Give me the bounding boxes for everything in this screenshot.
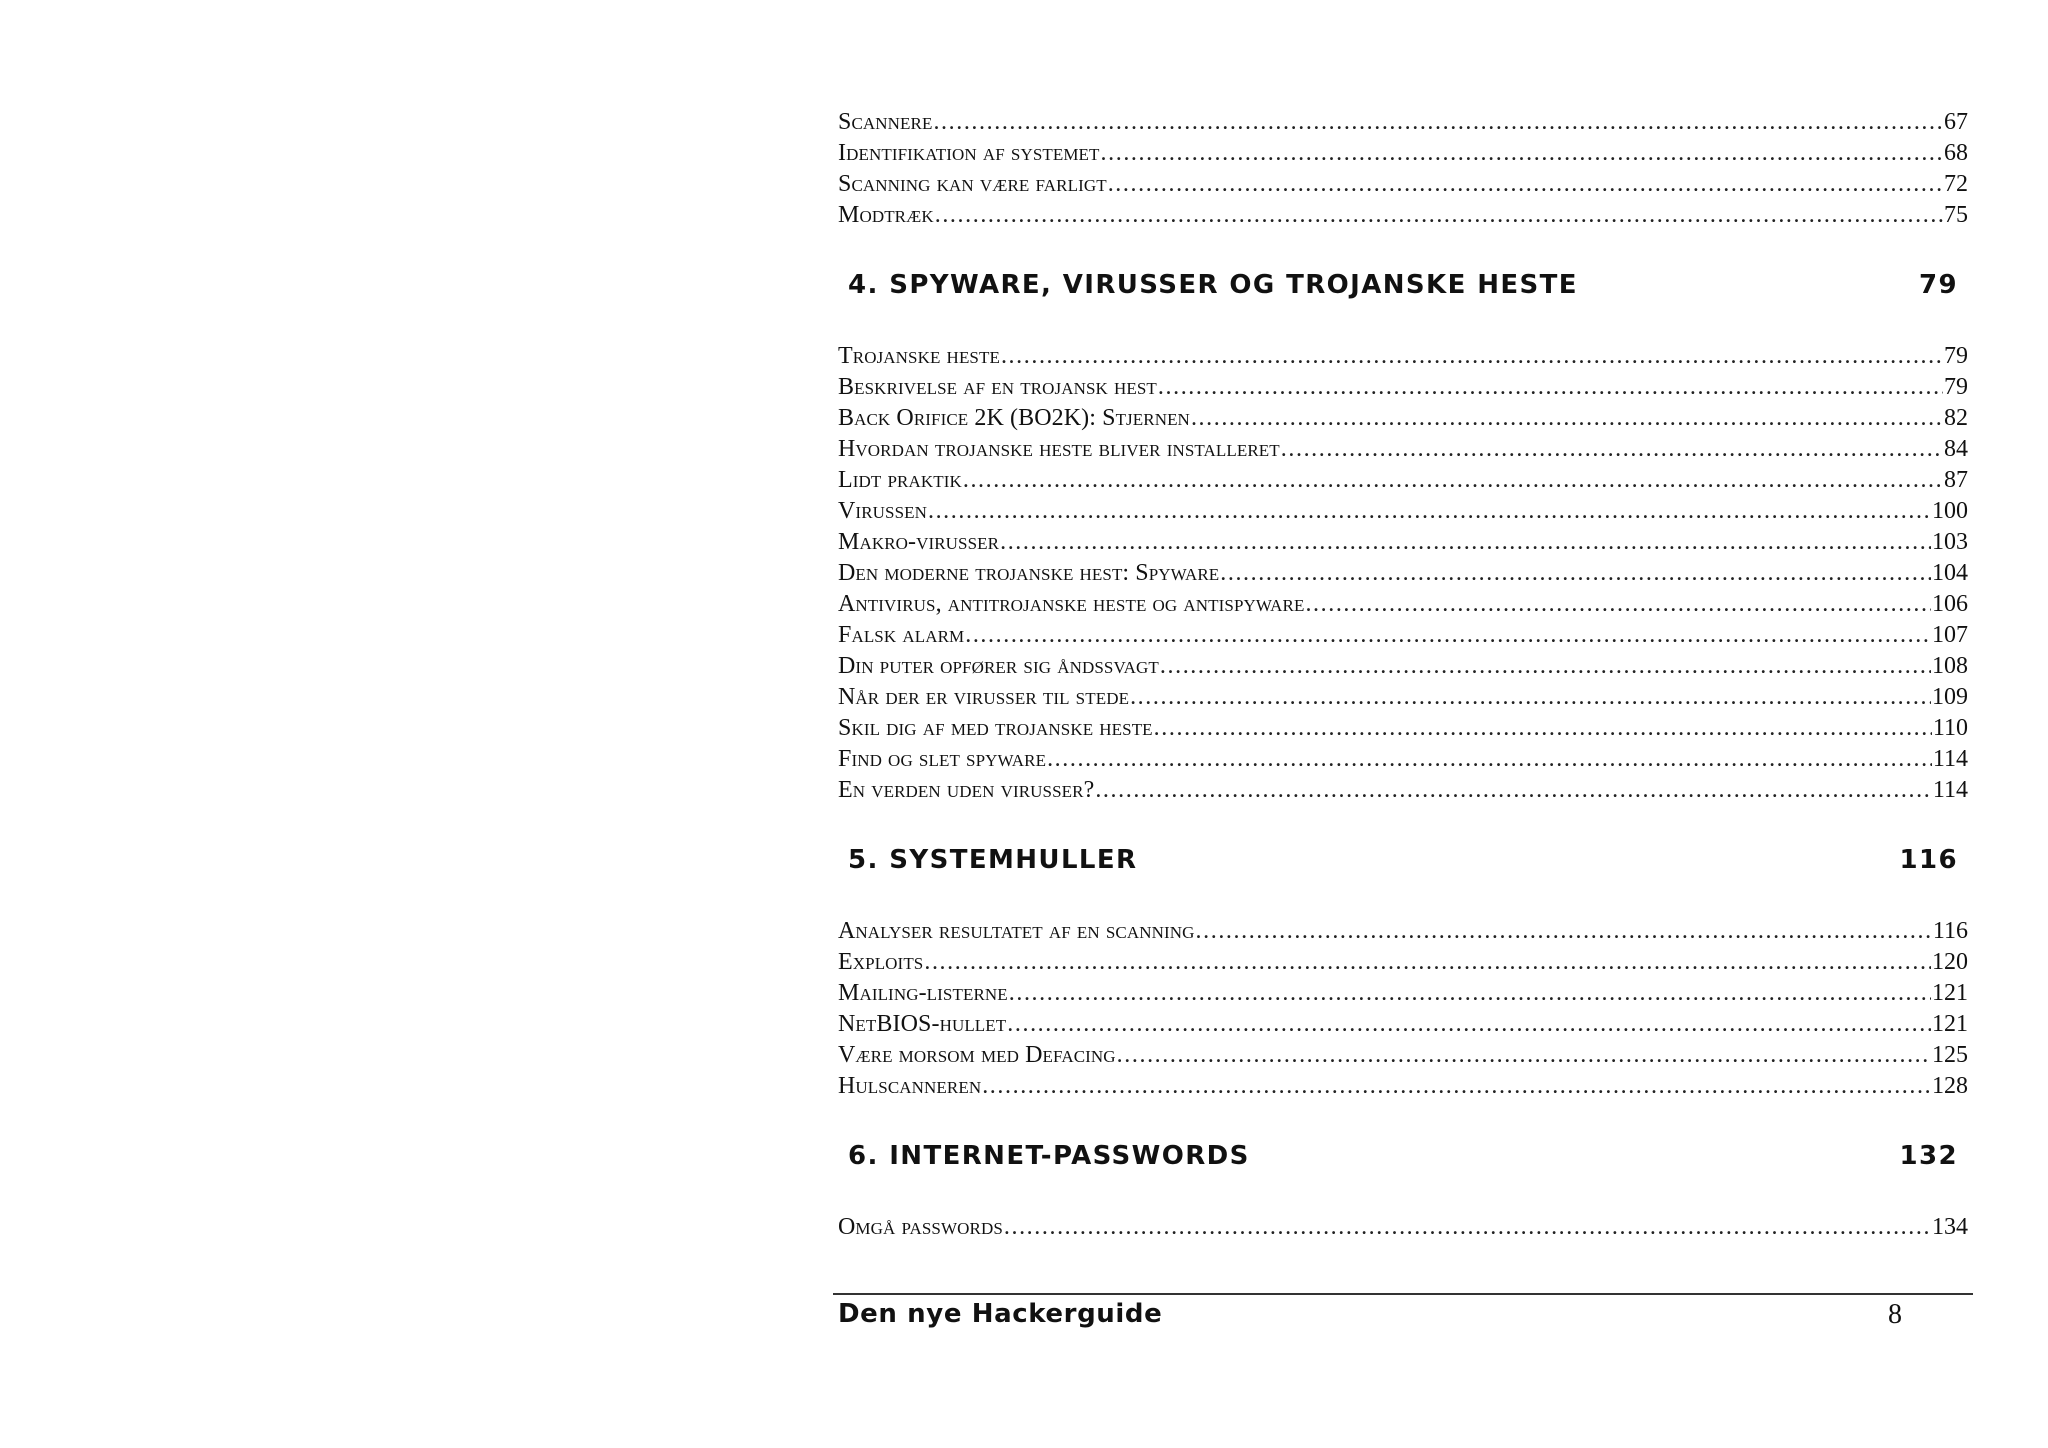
toc-section-chapter-4 (838, 341, 1968, 806)
toc-entry (838, 169, 1968, 200)
toc-entry-title: Hulscanneren (838, 1073, 982, 1099)
toc-entry-title: Find og slet spyware (838, 746, 1047, 772)
toc-entry (838, 1212, 1968, 1243)
toc-entry (838, 200, 1968, 231)
toc-entry-title: Hvordan trojanske heste bliver installeret (838, 436, 1280, 462)
toc-entry-title: Falsk alarm (838, 622, 965, 648)
toc-entry-page: 114 (1932, 746, 1968, 772)
toc-entry (838, 558, 1968, 589)
dot-leader (1101, 138, 1943, 169)
toc-entry-page: 67 (1944, 109, 1968, 135)
chapter-title: 4. SPYWARE, VIRUSSER OG TROJANSKE HESTE (848, 270, 1578, 300)
toc-entry-page: 109 (1932, 684, 1968, 710)
toc-entry-page: 104 (1932, 560, 1968, 586)
toc-entry-title: Virussen (838, 498, 927, 524)
toc-entry-page: 121 (1932, 980, 1968, 1006)
toc-entry (838, 916, 1968, 947)
toc-entry-page: 125 (1932, 1042, 1968, 1068)
toc-entry (838, 947, 1968, 978)
toc-entry-page: 108 (1932, 653, 1968, 679)
chapter-page: 132 (1899, 1141, 1958, 1171)
toc-entry-page: 134 (1932, 1214, 1968, 1240)
toc-entry-title: Exploits (838, 949, 924, 975)
toc-entry-page: 75 (1944, 202, 1968, 228)
toc-entry-page: 121 (1932, 1011, 1968, 1037)
toc-entry (838, 744, 1968, 775)
toc-entry (838, 682, 1968, 713)
dot-leader (1000, 527, 1931, 558)
toc-entry-page: 100 (1932, 498, 1968, 524)
dot-leader (1196, 916, 1932, 947)
toc-entry-title: NetBIOS-hullet (838, 1011, 1007, 1037)
dot-leader (1009, 978, 1931, 1009)
dot-leader (1305, 589, 1931, 620)
dot-leader (1130, 682, 1931, 713)
dot-leader (933, 107, 1943, 138)
chapter-page: 79 (1919, 270, 1958, 300)
toc-entry (838, 1009, 1968, 1040)
toc-entry (838, 1071, 1968, 1102)
toc-entry (838, 403, 1968, 434)
toc-entry-page: 110 (1932, 715, 1968, 741)
dot-leader (928, 496, 1931, 527)
dot-leader (1001, 341, 1943, 372)
toc-section-scanning (838, 107, 1968, 231)
dot-leader (1117, 1040, 1931, 1071)
toc-entry (838, 775, 1968, 806)
footer-divider (833, 1293, 1973, 1295)
toc-entry-title: Identifikation af systemet (838, 140, 1100, 166)
toc-section-chapter-5 (838, 916, 1968, 1102)
dot-leader (1160, 651, 1931, 682)
toc-entry-title: Modtræk (838, 202, 934, 228)
toc-entry (838, 651, 1968, 682)
toc-entry (838, 107, 1968, 138)
dot-leader (935, 200, 1943, 231)
toc-entry-title: Trojanske heste (838, 343, 1000, 369)
dot-leader (982, 1071, 1931, 1102)
footer-book-title: Den nye Hackerguide (838, 1299, 1163, 1329)
toc-entry-page: 114 (1932, 777, 1968, 803)
toc-entry-title: Antivirus, antitrojanske heste og antispyware (838, 591, 1305, 617)
chapter-heading (838, 1136, 1968, 1176)
toc-entry-title: Din puter opfører sig åndssvagt (838, 653, 1159, 679)
toc-entry-page: 120 (1932, 949, 1968, 975)
dot-leader (1007, 1009, 1931, 1040)
table-of-contents (838, 107, 1968, 1243)
toc-entry-page: 68 (1944, 140, 1968, 166)
toc-entry (838, 620, 1968, 651)
toc-entry-title: Være morsom med Defacing (838, 1042, 1116, 1068)
toc-entry-page: 72 (1944, 171, 1968, 197)
toc-entry-title: Skil dig af med trojanske heste (838, 715, 1153, 741)
chapter-page: 116 (1899, 845, 1958, 875)
toc-entry-page: 116 (1932, 918, 1968, 944)
chapter-heading (838, 265, 1968, 305)
chapter-title: 6. INTERNET-PASSWORDS (848, 1141, 1250, 1171)
toc-entry-title: Back Orifice 2K (BO2K): Stjernen (838, 405, 1190, 431)
dot-leader (924, 947, 1931, 978)
toc-entry-title: Scanning kan være farligt (838, 171, 1107, 197)
toc-entry (838, 496, 1968, 527)
toc-entry-page: 79 (1944, 343, 1968, 369)
toc-entry-page: 79 (1944, 374, 1968, 400)
toc-entry-title: Makro-virusser (838, 529, 1000, 555)
toc-entry (838, 589, 1968, 620)
dot-leader (1154, 713, 1932, 744)
dot-leader (1108, 169, 1943, 200)
dot-leader (1191, 403, 1943, 434)
toc-entry-title: Lidt praktik (838, 467, 962, 493)
toc-entry-title: Når der er virusser til stede (838, 684, 1130, 710)
toc-entry (838, 341, 1968, 372)
toc-entry (838, 527, 1968, 558)
toc-entry (838, 1040, 1968, 1071)
toc-entry-title: En verden uden virusser? (838, 777, 1095, 803)
toc-entry-page: 84 (1944, 436, 1968, 462)
toc-entry (838, 465, 1968, 496)
toc-entry (838, 372, 1968, 403)
dot-leader (1047, 744, 1932, 775)
toc-entry-page: 103 (1932, 529, 1968, 555)
dot-leader (1158, 372, 1943, 403)
dot-leader (1095, 775, 1932, 806)
toc-entry-title: Mailing-listerne (838, 980, 1008, 1006)
dot-leader (965, 620, 1931, 651)
chapter-heading (838, 840, 1968, 880)
toc-entry (838, 713, 1968, 744)
footer-page-number: 8 (1888, 1299, 1902, 1330)
toc-entry-page: 107 (1932, 622, 1968, 648)
toc-entry-page: 82 (1944, 405, 1968, 431)
toc-entry-title: Den moderne trojanske hest: Spyware (838, 560, 1220, 586)
toc-entry-title: Omgå passwords (838, 1214, 1003, 1240)
chapter-title: 5. SYSTEMHULLER (848, 845, 1138, 875)
toc-entry-page: 87 (1944, 467, 1968, 493)
toc-section-chapter-6 (838, 1212, 1968, 1243)
dot-leader (963, 465, 1943, 496)
toc-entry-page: 128 (1932, 1073, 1968, 1099)
toc-entry-page: 106 (1932, 591, 1968, 617)
toc-entry (838, 434, 1968, 465)
toc-entry-title: Scannere (838, 109, 933, 135)
dot-leader (1220, 558, 1931, 589)
dot-leader (1004, 1212, 1931, 1243)
toc-entry-title: Analyser resultatet af en scanning (838, 918, 1195, 944)
dot-leader (1281, 434, 1943, 465)
toc-entry (838, 138, 1968, 169)
toc-entry (838, 978, 1968, 1009)
toc-entry-title: Beskrivelse af en trojansk hest (838, 374, 1157, 400)
